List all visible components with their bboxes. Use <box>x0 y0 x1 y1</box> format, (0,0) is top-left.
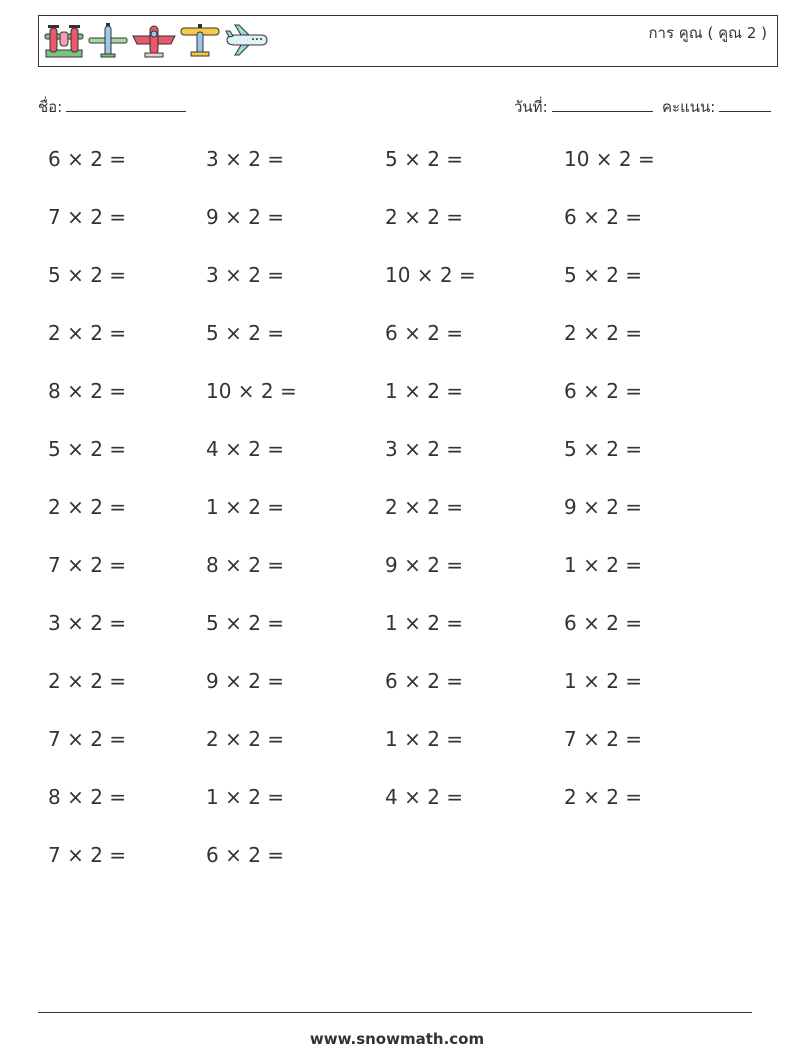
problem-item: 2 × 2 = <box>564 321 643 345</box>
problem-item: 8 × 2 = <box>48 379 127 403</box>
date-label: วันที่: <box>514 98 548 116</box>
problem-item: 6 × 2 = <box>385 669 464 693</box>
green-plane-icon <box>87 20 129 62</box>
problem-item: 5 × 2 = <box>48 263 127 287</box>
name-field <box>38 95 186 119</box>
problem-item: 7 × 2 = <box>48 843 127 867</box>
problem-item: 7 × 2 = <box>48 553 127 577</box>
score-blank[interactable] <box>719 97 771 112</box>
problem-item: 8 × 2 = <box>206 553 285 577</box>
problem-item: 6 × 2 = <box>564 205 643 229</box>
problem-item: 5 × 2 = <box>48 437 127 461</box>
date-field <box>514 95 653 119</box>
problem-item: 9 × 2 = <box>385 553 464 577</box>
problem-item: 7 × 2 = <box>564 727 643 751</box>
problem-item: 5 × 2 = <box>206 611 285 635</box>
problem-item: 3 × 2 = <box>206 147 285 171</box>
problem-item: 2 × 2 = <box>385 495 464 519</box>
problem-item: 1 × 2 = <box>385 611 464 635</box>
header-box <box>38 15 778 67</box>
score-field <box>662 95 771 119</box>
problem-item: 8 × 2 = <box>48 785 127 809</box>
footer-url: www.snowmath.com <box>309 1030 485 1048</box>
problem-item: 6 × 2 = <box>564 379 643 403</box>
problem-item: 2 × 2 = <box>48 495 127 519</box>
problem-item: 6 × 2 = <box>564 611 643 635</box>
problem-item: 3 × 2 = <box>206 263 285 287</box>
problem-item: 2 × 2 = <box>48 669 127 693</box>
date-blank[interactable] <box>552 97 653 112</box>
footer-divider <box>38 1012 752 1013</box>
problem-item: 4 × 2 = <box>385 785 464 809</box>
problem-item: 2 × 2 = <box>564 785 643 809</box>
problem-item: 5 × 2 = <box>206 321 285 345</box>
problem-item: 2 × 2 = <box>385 205 464 229</box>
problem-item: 1 × 2 = <box>206 495 285 519</box>
sheet-title: การ คูณ ( คูณ 2 ) <box>648 24 767 42</box>
name-blank[interactable] <box>66 97 186 112</box>
problem-item: 1 × 2 = <box>564 553 643 577</box>
problem-item: 1 × 2 = <box>385 727 464 751</box>
problem-item: 2 × 2 = <box>206 727 285 751</box>
yellow-plane-icon <box>179 20 221 62</box>
problem-item: 5 × 2 = <box>564 263 643 287</box>
problem-item: 6 × 2 = <box>48 147 127 171</box>
problem-item: 4 × 2 = <box>206 437 285 461</box>
problem-item: 5 × 2 = <box>564 437 643 461</box>
problem-item: 10 × 2 = <box>206 379 297 403</box>
problem-item: 10 × 2 = <box>564 147 655 171</box>
problem-grid <box>48 147 748 907</box>
problem-item: 1 × 2 = <box>564 669 643 693</box>
problem-item: 5 × 2 = <box>385 147 464 171</box>
problem-item: 10 × 2 = <box>385 263 476 287</box>
plane-icons <box>43 20 269 62</box>
problem-item: 1 × 2 = <box>385 379 464 403</box>
problem-item: 7 × 2 = <box>48 205 127 229</box>
problem-item: 3 × 2 = <box>48 611 127 635</box>
problem-item: 1 × 2 = <box>206 785 285 809</box>
problem-item: 7 × 2 = <box>48 727 127 751</box>
twin-tail-plane-icon <box>43 20 85 62</box>
problem-item: 6 × 2 = <box>385 321 464 345</box>
problem-item: 3 × 2 = <box>385 437 464 461</box>
red-plane-icon <box>131 20 177 62</box>
airliner-icon <box>223 20 269 62</box>
problem-item: 6 × 2 = <box>206 843 285 867</box>
problem-item: 2 × 2 = <box>48 321 127 345</box>
problem-item: 9 × 2 = <box>206 205 285 229</box>
problem-item: 9 × 2 = <box>206 669 285 693</box>
name-label: ชื่อ: <box>38 98 63 116</box>
score-label: คะแนน: <box>662 98 716 116</box>
problem-item: 9 × 2 = <box>564 495 643 519</box>
